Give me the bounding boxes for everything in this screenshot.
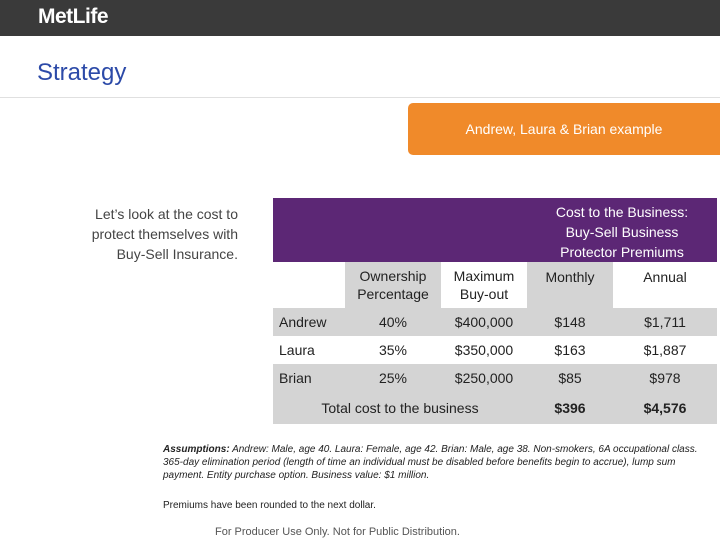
row-ownership: 35% xyxy=(378,342,408,358)
table-row xyxy=(273,308,717,336)
table-header-title xyxy=(527,202,717,262)
table-header xyxy=(273,198,717,262)
column-header-name xyxy=(273,262,345,308)
intro-line-2: protect themselves with xyxy=(91,226,238,242)
distribution-footer: For Producer Use Only. Not for Public Distribution. xyxy=(215,526,460,538)
intro-line-3: Buy-Sell Insurance. xyxy=(116,246,238,262)
assumptions-note xyxy=(163,443,708,482)
buyout-header-line-1: Maximum xyxy=(453,268,515,284)
top-bar xyxy=(0,0,720,36)
intro-line-1: Let’s look at the cost to xyxy=(95,206,238,222)
row-annual: $1,887 xyxy=(643,342,687,358)
example-banner xyxy=(408,103,720,155)
row-buyout: $250,000 xyxy=(454,370,514,386)
total-annual: $4,576 xyxy=(643,400,687,416)
row-buyout: $400,000 xyxy=(454,314,514,330)
example-banner-text: Andrew, Laura & Brian example xyxy=(465,121,663,137)
row-annual: $1,711 xyxy=(644,314,686,330)
row-name: Andrew xyxy=(279,314,327,330)
row-monthly: $163 xyxy=(554,342,586,358)
row-ownership: 25% xyxy=(378,370,408,386)
row-buyout: $350,000 xyxy=(454,342,514,358)
rounding-note: Premiums have been rounded to the next dollar. xyxy=(163,500,376,511)
ownership-header-line-1: Ownership xyxy=(359,268,427,284)
ownership-header-line-2: Percentage xyxy=(357,286,429,302)
column-header-buyout xyxy=(441,262,527,308)
slide-title: Strategy xyxy=(37,59,127,86)
title-divider xyxy=(0,97,720,98)
row-annual: $978 xyxy=(649,370,681,386)
row-ownership: 40% xyxy=(378,314,408,330)
intro-text xyxy=(38,204,238,264)
column-header-ownership xyxy=(345,262,441,308)
column-header-monthly: Monthly xyxy=(527,262,613,308)
header-title-line-2: Buy-Sell Business xyxy=(565,224,679,240)
row-monthly: $85 xyxy=(558,370,582,386)
metlife-logo: MetLife xyxy=(38,5,108,28)
column-header-row xyxy=(273,262,717,308)
assumptions-text: Andrew: Male, age 40. Laura: Female, age 42. Brian: Male, age 38. Non-smokers, 6A occupational class. 365-day elimination period (length of time an individual must be disabled before benefits begin to accrue), lump sum payment. Entity purchase option. Business value: $1 million. xyxy=(163,444,698,481)
row-name: Laura xyxy=(279,342,315,358)
table-row xyxy=(273,364,717,392)
total-label: Total cost to the business xyxy=(321,400,479,416)
header-title-line-1: Cost to the Business: xyxy=(555,204,689,220)
assumptions-label: Assumptions: xyxy=(163,444,230,455)
total-monthly: $396 xyxy=(554,400,586,416)
column-header-annual: Annual xyxy=(613,262,717,308)
total-row xyxy=(273,392,717,424)
buyout-header-line-2: Buy-out xyxy=(459,286,509,302)
row-name: Brian xyxy=(279,370,312,386)
header-title-line-3: Protector Premiums xyxy=(560,244,684,260)
row-monthly: $148 xyxy=(554,314,586,330)
table-row xyxy=(273,336,717,364)
